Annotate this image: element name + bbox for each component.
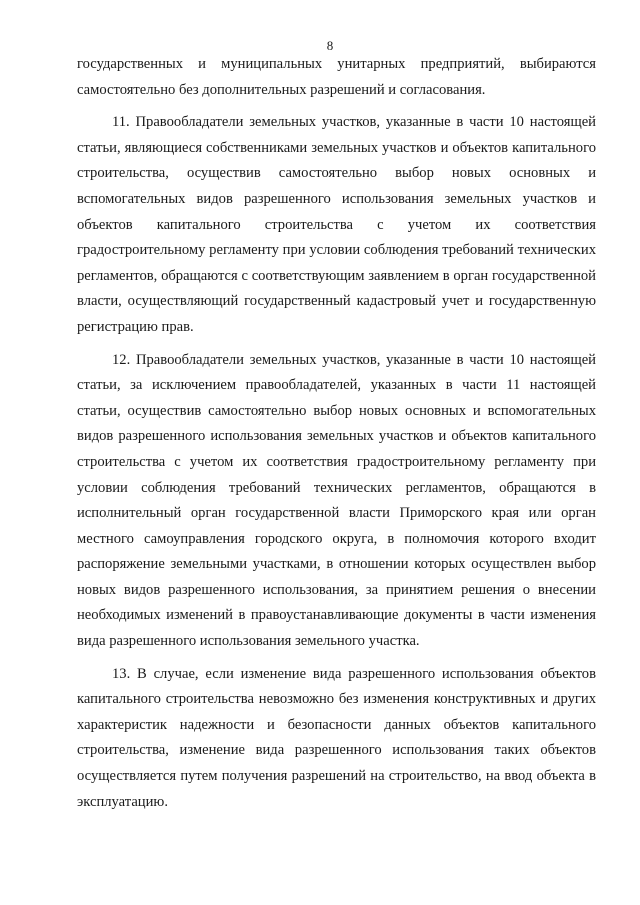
paragraph-13: 13. В случае, если изменение вида разрешенного использования объектов капитального строительства невозможно без изменения конструктивных и других характеристик надежности и безопасности данных объектов капитального строительства, изменение вида разрешенного использования таких объектов осуществляется путем получения разрешений на строительство, на ввод объекта в эксплуатацию.: [77, 665, 596, 810]
paragraph-11: 11. Правообладатели земельных участков, указанные в части 10 настоящей статьи, являющиеся собственниками земельных участков и объектов капитального строительства, осуществив самостоятельно выбор новых основных и вспомогательных видов разрешенного использования земельных участков и объектов капитального строительства с учетом их соответствия градостроительному регламенту при условии соблюдения требований технических регламентов, обращаются с соответствующим заявлением в орган государственной власти, осуществляющий государственный кадастровый учет и государственную регистрацию прав.: [77, 114, 596, 335]
paragraph-12: 12. Правообладатели земельных участков, указанные в части 10 настоящей статьи, за исключением правообладателей, указанных в части 11 настоящей статьи, осуществив самостоятельно выбор новых основных и вспомогательных видов разрешенного использования земельных участков и объектов капитального строительства с учетом их соответствия градостроительному регламенту при условии соблюдения требований технических регламентов, обращаются в исполнительный орган государственной власти Приморского края или орган местного самоуправления городского округа, в полномочия которого входит распоряжение земельными участками, в отношении которых осуществлен выбор новых видов разрешенного использования, за принятием решения о внесении необходимых изменений в правоустанавливающие документы в части изменения вида разрешенного использования земельного участка.: [77, 351, 596, 650]
paragraph-continuation: государственных и муниципальных унитарных предприятий, выбираются самостоятельно без дополнительных разрешений и согласования.: [77, 56, 596, 98]
document-body: [77, 52, 596, 815]
page-number: 8: [326, 38, 334, 53]
